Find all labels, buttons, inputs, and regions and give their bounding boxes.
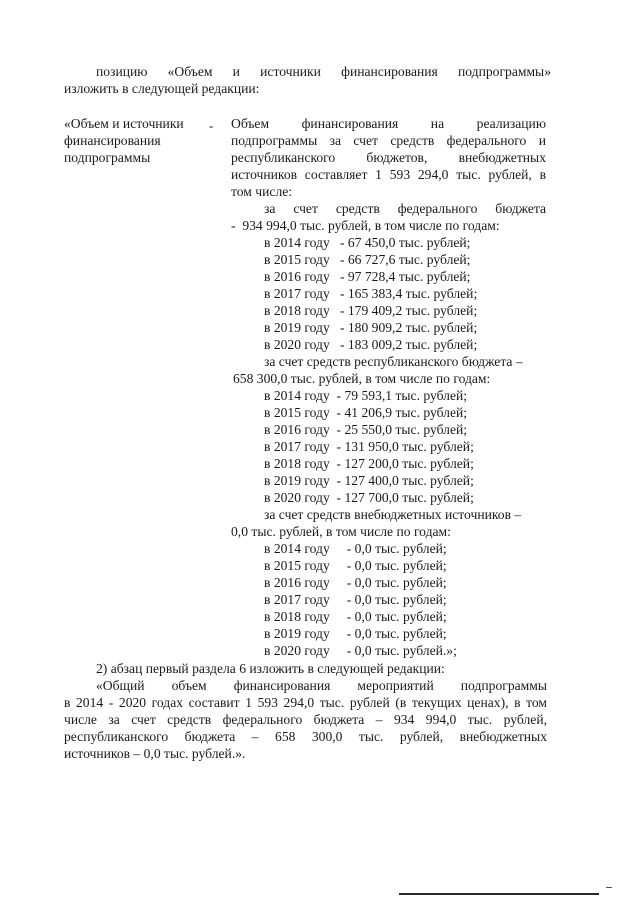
extra-head-line: за счет средств внебюджетных источников – — [264, 507, 522, 522]
extra-year-row: в 2017 году - 0,0 тыс. рублей; — [264, 592, 447, 607]
republic-year-row: в 2017 году - 131 950,0 тыс. рублей; — [264, 439, 474, 454]
federal-head-line: - 934 994,0 тыс. рублей, в том числе по годам: — [231, 218, 500, 233]
extra-year-row: в 2016 году - 0,0 тыс. рублей; — [264, 575, 447, 590]
extra-year-row: в 2019 году - 0,0 тыс. рублей; — [264, 626, 447, 641]
intro-line-2: изложить в следующей редакции: — [64, 81, 260, 96]
section2-para-line: «Общий объем финансирования мероприятий подпрограммы — [96, 678, 547, 693]
rc-para1-line: подпрограммы за счет средств федерального и — [231, 133, 546, 148]
extra-year-row: в 2015 году - 0,0 тыс. рублей; — [264, 558, 447, 573]
section2-para-line: числе за счет средств федерального бюджета – 934 994,0 тыс. рублей, — [64, 712, 547, 727]
left-dash: - — [209, 118, 214, 133]
rc-para1-line: республиканского бюджетов, внебюджетных — [231, 150, 546, 165]
republic-year-row: в 2020 году - 127 700,0 тыс. рублей; — [264, 490, 474, 505]
section2-heading: 2) абзац первый раздела 6 изложить в следующей редакции: — [96, 661, 445, 676]
extra-year-row: в 2014 году - 0,0 тыс. рублей; — [264, 541, 447, 556]
rc-para1-line: Объем финансирования на реализацию — [231, 116, 546, 131]
federal-year-row: в 2019 году - 180 909,2 тыс. рублей; — [264, 320, 478, 335]
federal-year-row: в 2017 году - 165 383,4 тыс. рублей; — [264, 286, 478, 301]
extra-year-row: в 2018 году - 0,0 тыс. рублей; — [264, 609, 447, 624]
extra-head-line: 0,0 тыс. рублей, в том числе по годам: — [231, 524, 451, 539]
republic-year-row: в 2018 году - 127 200,0 тыс. рублей; — [264, 456, 474, 471]
federal-year-row: в 2018 году - 179 409,2 тыс. рублей; — [264, 303, 478, 318]
left-label-line: финансирования — [64, 133, 161, 148]
republic-year-row: в 2019 году - 127 400,0 тыс. рублей; — [264, 473, 474, 488]
left-label-line: «Объем и источники — [64, 116, 184, 131]
federal-year-row: в 2014 году - 67 450,0 тыс. рублей; — [264, 235, 471, 250]
section2-para-line: республиканского бюджета – 658 300,0 тыс. рублей, внебюджетных — [64, 729, 547, 744]
left-column — [64, 115, 222, 166]
section2-para-line: источников – 0,0 тыс. рублей.». — [64, 746, 246, 761]
republic-year-row: в 2016 году - 25 550,0 тыс. рублей; — [264, 422, 468, 437]
republic-head-line: за счет средств республиканского бюджета – — [264, 354, 523, 369]
federal-year-row: в 2020 году - 183 009,2 тыс. рублей; — [264, 337, 478, 352]
footer-tick — [606, 887, 612, 888]
federal-year-row: в 2016 году - 97 728,4 тыс. рублей; — [264, 269, 471, 284]
extra-year-row: в 2020 году - 0,0 тыс. рублей.»; — [264, 643, 457, 658]
republic-year-row: в 2014 году - 79 593,1 тыс. рублей; — [264, 388, 468, 403]
footer-rule — [399, 893, 599, 895]
intro-line-1: позицию «Объем и источники финансирования подпрограммы» — [96, 64, 551, 79]
federal-year-row: в 2015 году - 66 727,6 тыс. рублей; — [264, 252, 471, 267]
rc-para1-line: том числе: — [231, 184, 293, 199]
section2-para-line: в 2014 - 2020 годах составит 1 593 294,0 тыс. рублей (в текущих ценах), в том — [64, 695, 547, 710]
federal-head-line: за счет средств федерального бюджета — [264, 201, 546, 216]
rc-para1-line: источников составляет 1 593 294,0 тыс. рублей, в — [231, 167, 546, 182]
left-label-line: подпрограммы — [64, 150, 151, 165]
republic-head-line: 658 300,0 тыс. рублей, в том числе по годам: — [233, 371, 491, 386]
republic-year-row: в 2015 году - 41 206,9 тыс. рублей; — [264, 405, 468, 420]
